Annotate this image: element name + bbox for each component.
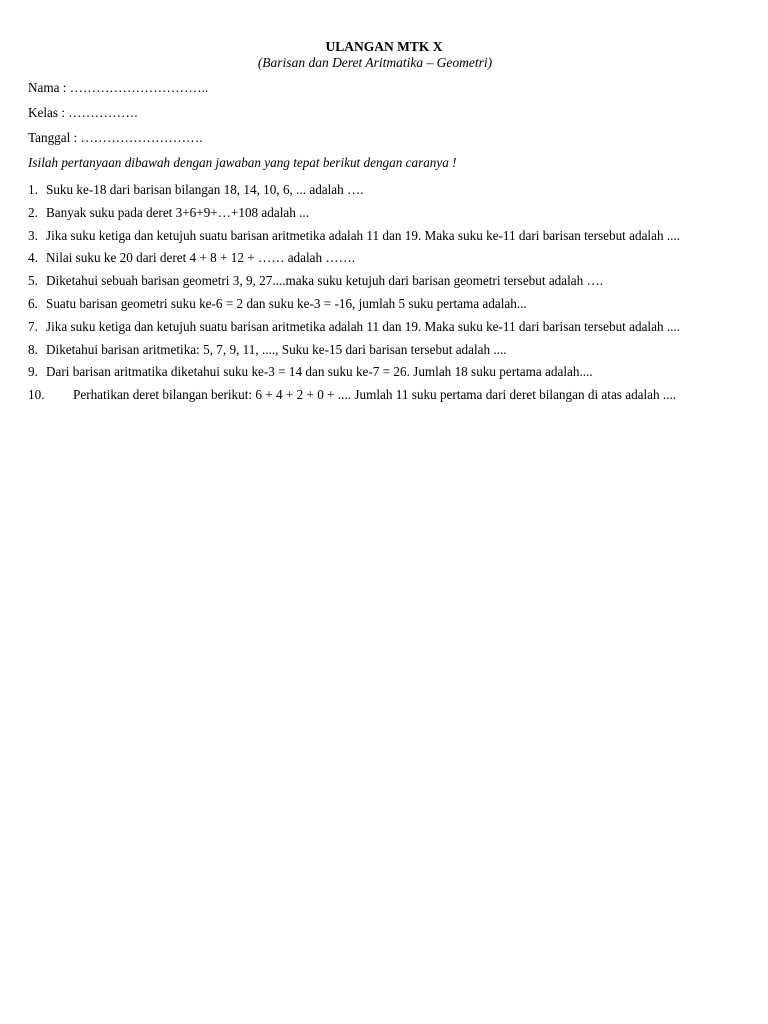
question-item: [28, 384, 722, 407]
question-text: Banyak suku pada deret 3+6+9+…+108 adalah ...: [46, 204, 310, 220]
question-text: Diketahui sebuah barisan geometri 3, 9, 27....maka suku ketujuh dari barisan geometri tersebut adalah ….: [46, 273, 604, 289]
question-number: 2.: [28, 204, 38, 220]
question-text: Perhatikan deret bilangan berikut: 6 + 4 + 2 + 0 + .... Jumlah 11 suku pertama dari deret bilangan di atas adalah ....: [73, 387, 677, 403]
question-item: [28, 361, 722, 384]
question-item: [28, 225, 722, 248]
document-subtitle: (Barisan dan Deret Aritmatika – Geometri): [257, 55, 493, 70]
question-item: [28, 293, 722, 316]
question-text: Nilai suku ke 20 dari deret 4 + 8 + 12 + …… adalah …….: [46, 250, 356, 266]
question-number: 10.: [28, 387, 45, 403]
question-text: Suatu barisan geometri suku ke-6 = 2 dan suku ke-3 = -16, jumlah 5 suku pertama adalah...: [46, 295, 527, 311]
question-text: Suku ke-18 dari barisan bilangan 18, 14, 10, 6, ... adalah ….: [46, 182, 364, 197]
date-field: Tanggal : ……………………….: [28, 130, 203, 145]
question-item: [28, 339, 722, 362]
instruction-text: Isilah pertanyaan dibawah dengan jawaban yang tepat berikut dengan caranya !: [28, 155, 457, 170]
class-field: Kelas : …………….: [28, 105, 138, 120]
question-text: Dari barisan aritmatika diketahui suku ke-3 = 14 dan suku ke-7 = 26. Jumlah 18 suku pertama adalah....: [46, 364, 593, 380]
question-number: 1.: [28, 182, 38, 197]
question-number: 7.: [28, 318, 38, 334]
name-field: Nama : …………………………..: [28, 80, 209, 95]
question-number: 4.: [28, 250, 38, 266]
question-item: [28, 316, 722, 339]
document-title: ULANGAN MTK X: [325, 39, 443, 54]
question-text: Jika suku ketiga dan ketujuh suatu barisan aritmetika adalah 11 dan 19. Maka suku ke-11 dari barisan tersebut adalah ....: [46, 318, 681, 334]
question-number: 5.: [28, 273, 38, 289]
question-number: 6.: [28, 295, 38, 311]
question-number: 9.: [28, 364, 38, 380]
question-number: 8.: [28, 341, 38, 357]
question-text: Jika suku ketiga dan ketujuh suatu barisan aritmetika adalah 11 dan 19. Maka suku ke-11 dari barisan tersebut adalah ....: [46, 227, 681, 243]
question-number: 3.: [28, 227, 38, 243]
question-item: [28, 270, 722, 293]
question-text: Diketahui barisan aritmetika: 5, 7, 9, 11, ...., Suku ke-15 dari barisan tersebut adalah ....: [46, 341, 507, 357]
question-item: [28, 202, 722, 225]
question-item: [28, 179, 722, 202]
question-list: [28, 179, 722, 407]
question-item: [28, 247, 722, 270]
